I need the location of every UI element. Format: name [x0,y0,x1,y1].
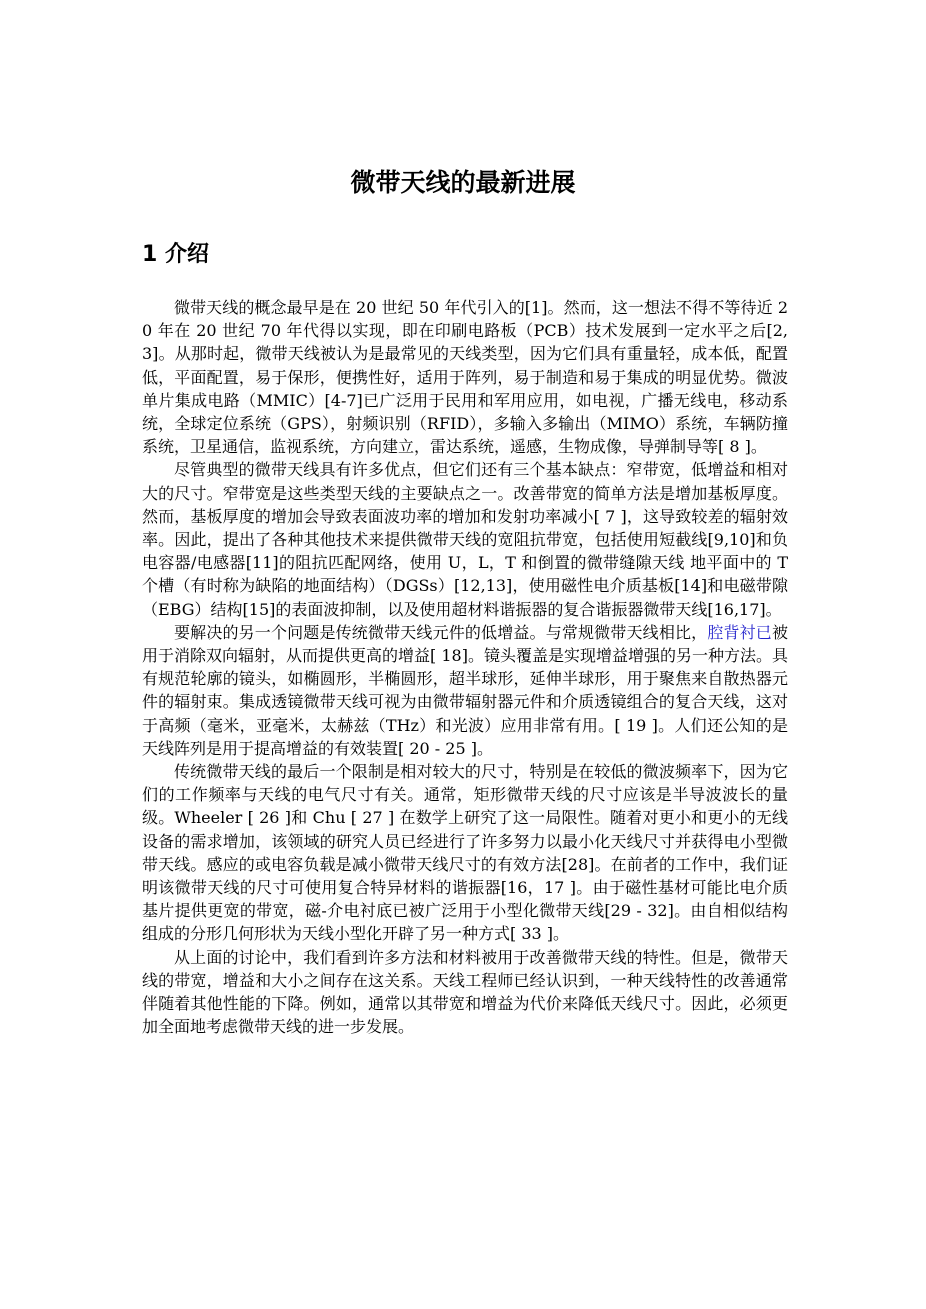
paragraph-1: 微带天线的概念最早是在 20 世纪 50 年代引入的[1]。然而，这一想法不得不等待近 20 年在 20 世纪 70 年代得以实现，即在印刷电路板（PCB）技术发展到一定水平之后[2,3]。从那时起，微带天线被认为是最常见的天线类型，因为它们具有重量轻，成本低，配置低，平面配置，易于保形，便携性好，适用于阵列，易于制造和易于集成的明显优势。微波单片集成电路（MMIC）[4-7]已广泛用于民用和军用应用，如电视，广播无线电，移动系统，全球定位系统（GPS），射频识别（RFID），多输入多输出（MIMO）系统，车辆防撞系统，卫星通信，监视系统，方向建立，雷达系统，遥感，生物成像，导弹制导等[ 8 ]。 [142,298,788,457]
section-heading-introduction: 1 介绍 [142,242,209,267]
paragraph-5: 从上面的讨论中，我们看到许多方法和材料被用于改善微带天线的特性。但是，微带天线的带宽，增益和大小之间存在这关系。天线工程师已经认识到，一种天线特性的改善通常伴随着其他性能的下降。例如，通常以其带宽和增益为代价来降低天线尺寸。因此，必须更加全面地考虑微带天线的进一步发展。 [142,947,788,1037]
paragraph-3-text-after-link: 被用于消除双向辐射，从而提供更高的增益[ 18]。镜头覆盖是实现增益增强的另一种方法。具有规范轮廓的镜头，如椭圆形，半椭圆形，超半球形，延伸半球形，用于聚焦来自散热器元件的辐射束。集成透镜微带天线可视为由微带辐射器元件和介质透镜组合的复合天线，这对于高频（毫米，亚毫米，太赫兹（THz）和光波）应用非常有用。[ 19 ]。人们还公知的是天线阵列是用于提高增益的有效装置[ 20 - 25 ]。 [142,622,788,758]
cavity-backed-link[interactable]: 腔背衬已 [707,622,772,642]
document-title: 微带天线的最新进展 [350,168,576,197]
paragraph-2: 尽管典型的微带天线具有许多优点，但它们还有三个基本缺点：窄带宽，低增益和相对大的尺寸。窄带宽是这些类型天线的主要缺点之一。改善带宽的简单方法是增加基板厚度。然而，基板厚度的增加会导致表面波功率的增加和发射功率减小[ 7 ]，这导致较差的辐射效率。因此，提出了各种其他技术来提供微带天线的宽阻抗带宽，包括使用短截线[9,10]和负电容器/电感器[11]的阻抗匹配网络，使用 U，L，T 和倒置的微带缝隙天线 地平面中的 T 个槽（有时称为缺陷的地面结构）（DGSs）[12,13]，使用磁性电介质基板[14]和电磁带隙（EBG）结构[15]的表面波抑制，以及使用超材料谐振器的复合谐振器微带天线[16,17]。 [142,460,788,619]
paragraph-3-text-before-link: 要解决的另一个问题是传统微带天线元件的低增益。与常规微带天线相比， [174,622,708,642]
paragraph-4: 传统微带天线的最后一个限制是相对较大的尺寸，特别是在较低的微波频率下，因为它们的工作频率与天线的电气尺寸有关。通常，矩形微带天线的尺寸应该是半导波波长的量级。Wheeler [ 26 ]和 Chu [ 27 ] 在数学上研究了这一局限性。随着对更小和更小的无线设备的需求增加，该领域的研究人员已经进行了许多努力以最小化天线尺寸并获得电小型微带天线。感应的或电容负载是减小微带天线尺寸的有效方法[28]。在前者的工作中，我们证明该微带天线的尺寸可使用复合特异材料的谐振器[16，17 ]。由于磁性基材可能比电介质基片提供更宽的带宽，磁-介电衬底已被广泛用于小型化微带天线[29 - 32]。由自相似结构组成的分形几何形状为天线小型化开辟了另一种方式[ 33 ]。 [142,762,788,944]
paragraph-3 [142,621,788,760]
document-body [142,296,788,1039]
